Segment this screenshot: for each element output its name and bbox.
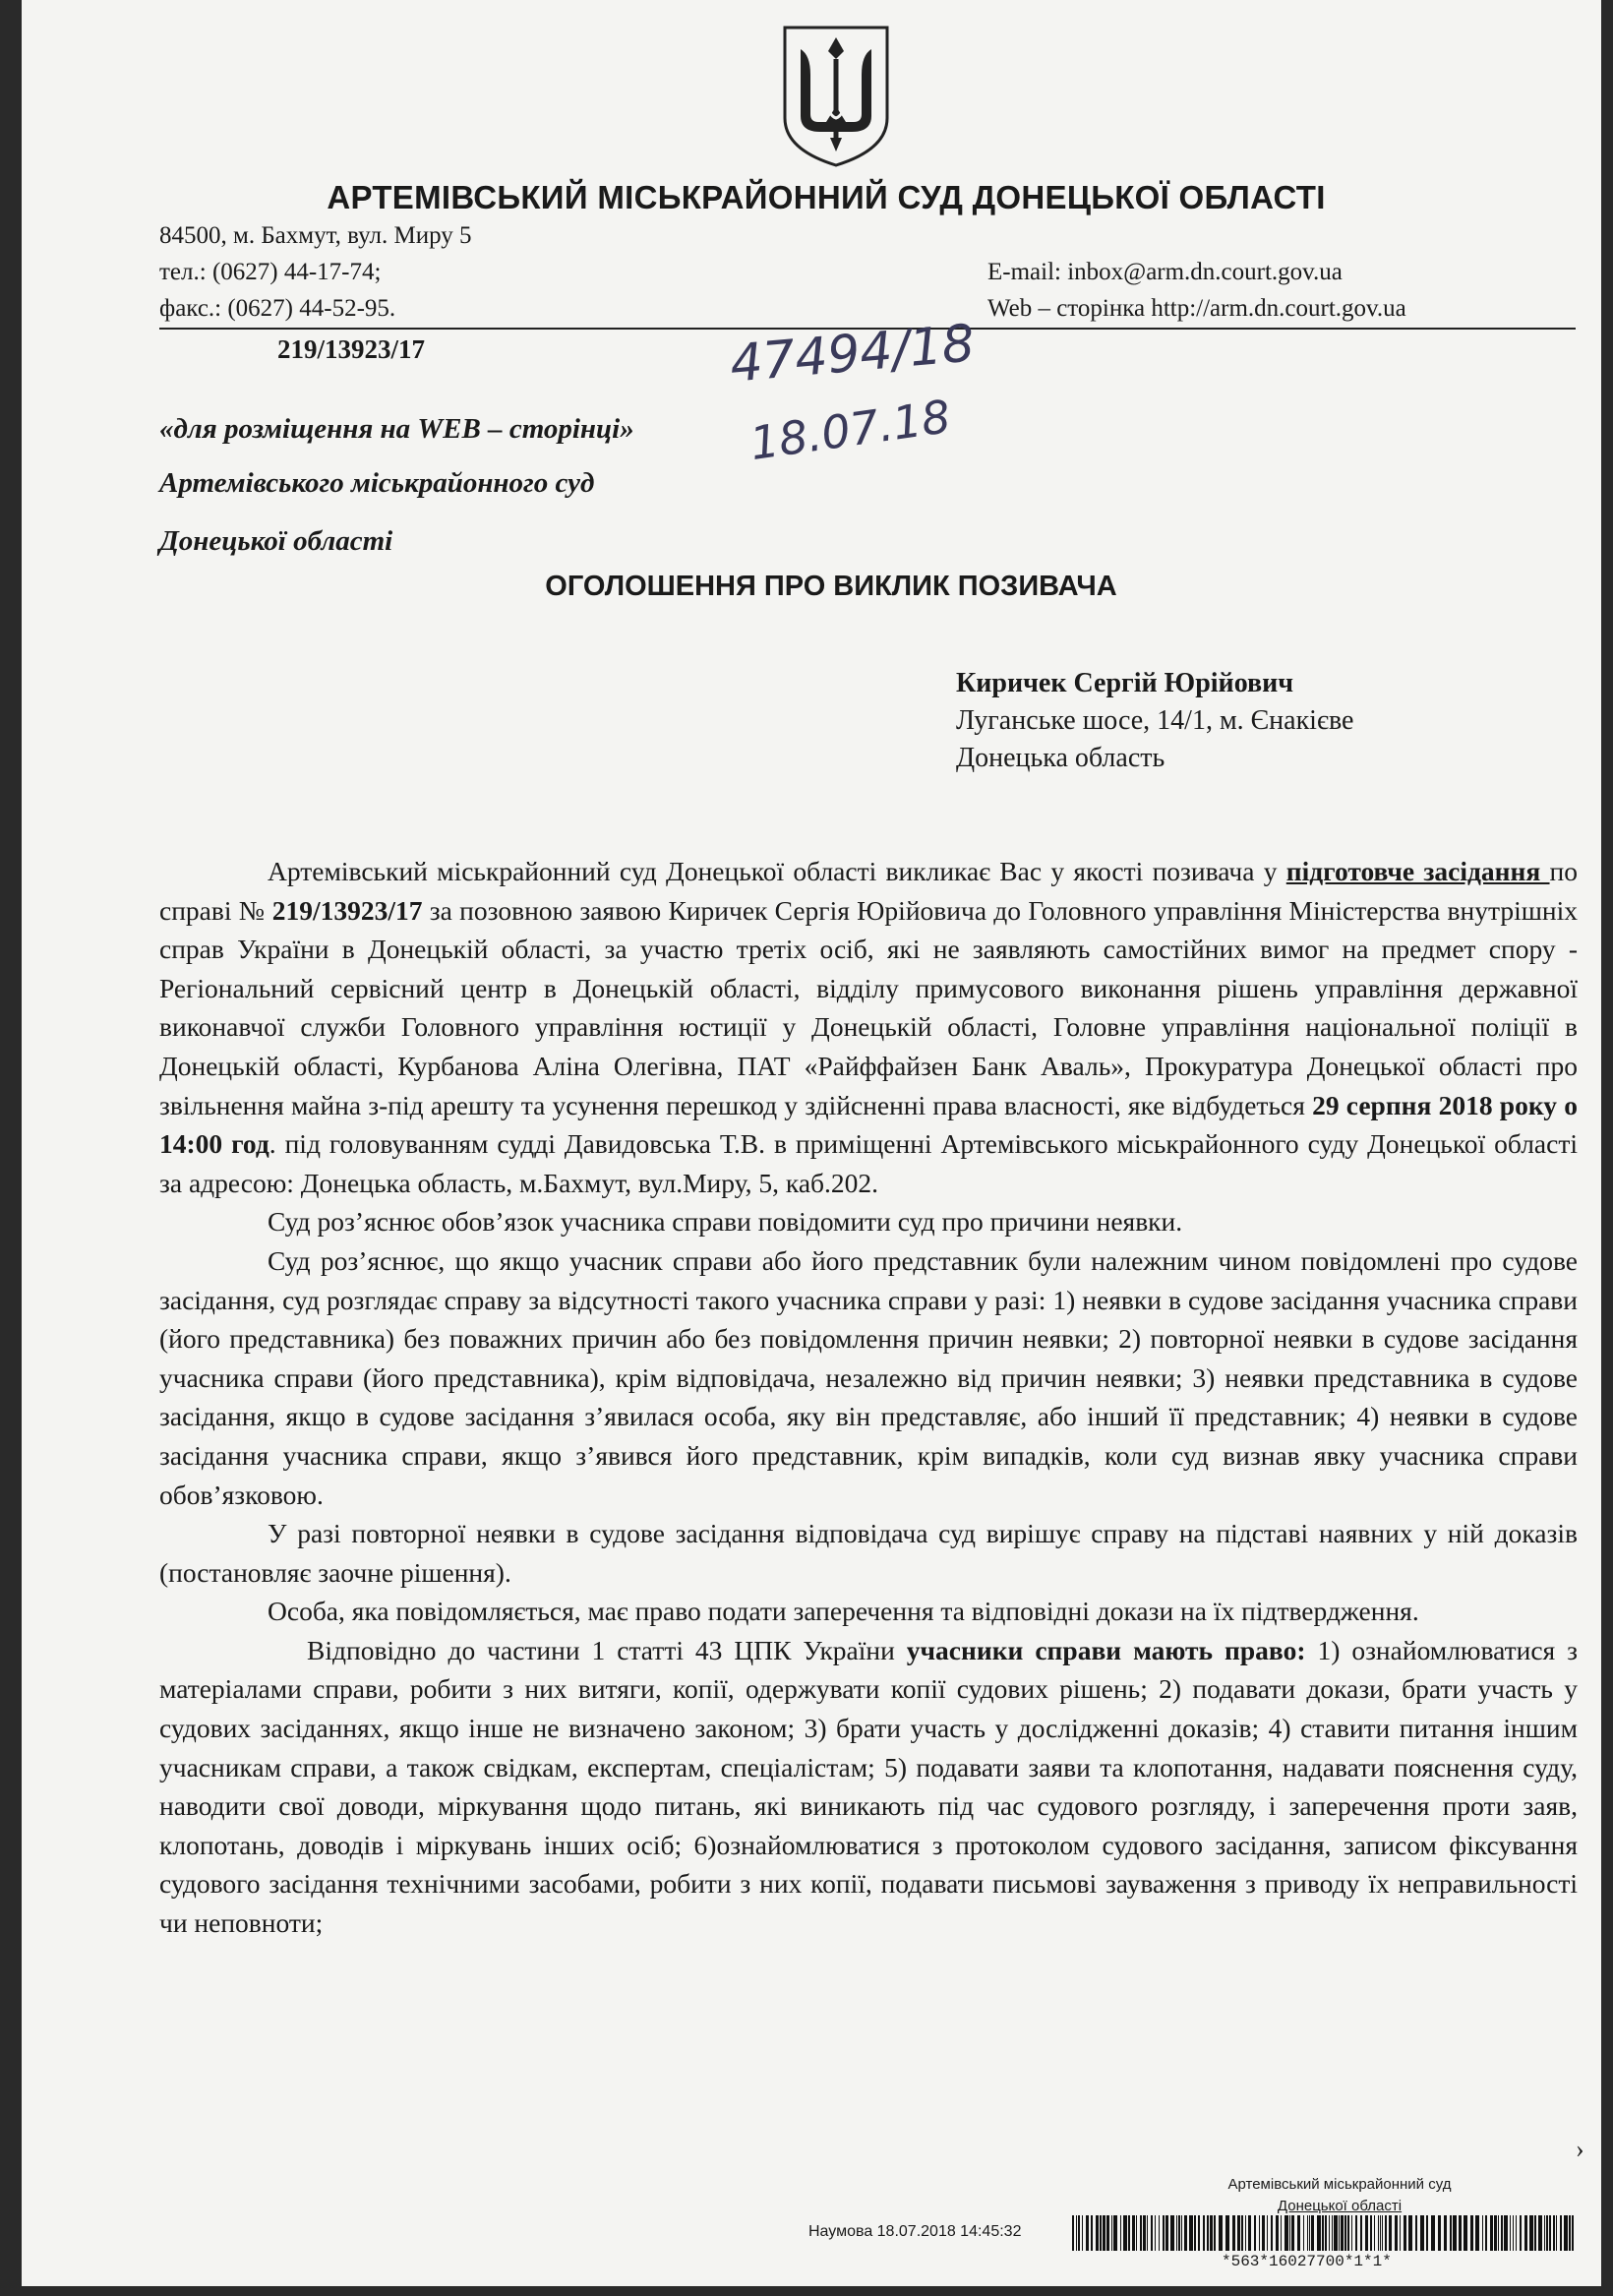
trident-emblem-icon xyxy=(777,22,895,169)
summons-text-end: . під головуванням судді Давидовська Т.В. в приміщенні Артемівського міськрайонного суду Донецької області за адресою: Донецька область, м.Бахмут, вул.Миру, 5, каб.202. xyxy=(159,1128,1578,1198)
stamp-court-region: Донецької області xyxy=(1277,2198,1403,2214)
placement-note: «для розміщення на WEB – сторінці» xyxy=(159,413,634,445)
case-number: 219/13923/17 xyxy=(271,894,423,926)
summons-paragraph xyxy=(159,852,1578,1202)
document-page xyxy=(22,0,1601,2286)
absence-rules-paragraph: Суд роз’яснює, що якщо учасник справи або його представник були належним чином повідомлені про судове засідання, суд розглядає справу за відсутності такого учасника справи у разі: 1) неявки в судове засідання учасника справи (його представника) без поважних причин або без повідомлення причин неявки; 2) повторної неявки в судове засідання учасника справи (його представника), крім відповідача, незалежно від причин неявки; 3) неявки представника в судове засідання, якщо в судове засідання з’явилася особа, яку він представляє, або інший її представник; 4) неявки в судове засідання учасника справи, якщо з’явився його представник, крім випадків, коли суд визнав явку учасника справи обов’язковою. xyxy=(159,1244,1578,1510)
handwritten-registration-number: 47494/18 xyxy=(727,314,978,394)
barcode-icon xyxy=(1072,2215,1574,2251)
court-fax: факс.: (0627) 44-52-95. xyxy=(159,295,396,322)
handwritten-registration-date: 18.07.18 xyxy=(747,390,954,470)
court-website: Web – сторінка http://arm.dn.court.gov.ua xyxy=(987,295,1406,322)
summons-case-label: по справі № xyxy=(159,856,1578,926)
stamp-court-name: Артемівський міськрайонний суд xyxy=(1227,2176,1452,2193)
placement-region-line: Донецької області xyxy=(159,525,393,557)
rights-intro: Відповідно до частини 1 статті 43 ЦПК України xyxy=(307,1634,907,1665)
placement-court-line: Артемівського міськрайонного суд xyxy=(159,467,595,499)
absence-notice-paragraph: Суд роз’яснює обов’язок учасника справи повідомити суд про причини неявки. xyxy=(268,1206,1183,1238)
hearing-type: підготовче засідання xyxy=(1285,856,1550,886)
summons-text-middle: за позовною заявою Киричек Сергія Юрійовича до Головного управління Міністерства внутрішніх справ України в Донецькій області, за участю третіх осіб, які не заявляють самостійних вимог на предмет спору - Регіональний сервісний центр в Донецькій області, відділу примусового виконання рішень управління державної виконавчої служби Головного управління юстиції у Донецькій області, Головне управління національної поліції в Донецькій області, Курбанова Аліна Олегівна, ПАТ «Райффайзен Банк Аваль», Прокуратура Донецької області про звільнення майна з-під арешту та усунення перешкод у здійсненні права власності, яке відбудеться xyxy=(159,894,1578,1120)
continuation-mark: › xyxy=(1576,2135,1584,2163)
default-judgment-paragraph: У разі повторної неявки в судове засідання відповідача суд вирішує справу на підставі наявних у ній доказів (постановляє заочне рішення). xyxy=(159,1518,1578,1588)
registration-stamp-court xyxy=(1163,2174,1517,2217)
document-body xyxy=(159,852,1578,1943)
court-address: 84500, м. Бахмут, вул. Миру 5 xyxy=(159,222,472,249)
barcode-number: *563*16027700*1*1* xyxy=(1222,2253,1392,2270)
court-phone: тел.: (0627) 44-17-74; xyxy=(159,259,382,285)
registration-stamp-user: Наумова 18.07.2018 14:45:32 xyxy=(808,2223,1022,2240)
document-title: ОГОЛОШЕННЯ ПРО ВИКЛИК ПОЗИВАЧА xyxy=(545,571,1117,602)
hearing-date: 29 серпня 2018 року о 14:00 год xyxy=(159,1089,1579,1160)
court-email: E-mail: inbox@arm.dn.court.gov.ua xyxy=(987,259,1343,285)
recipient-address-street: Луганське шосе, 14/1, м. Єнакієве xyxy=(956,705,1354,736)
rights-heading: учасники справи мають право: xyxy=(906,1634,1306,1665)
objection-right-paragraph: Особа, яка повідомляється, має право подати заперечення та відповідні докази на їх підтвердження. xyxy=(268,1596,1419,1627)
rights-list: 1) ознайомлюватися з матеріалами справи, робити з них витяги, копії, одержувати копії судових рішень; 2) подавати докази, брати участь у судових засіданнях, якщо інше не визначено законом; 3) брати участь у дослідженні доказів; 4) ставити питання іншим учасникам справи, а також свідкам, експертам, спеціалістам; 5) подавати заяви та клопотання, надавати пояснення суду, наводити свої доводи, міркування щодо питань, які виникають під час судового розгляду, і заперечення проти заяв, клопотань, доводів і міркувань інших осіб; 6)ознайомлюватися з протоколом судового засідання, записом фіксування судового засідання технічними засобами, робити з них копії, подавати письмові зауваження з приводу їх неправильності чи неповноти; xyxy=(159,1634,1578,1939)
case-number-header: 219/13923/17 xyxy=(277,334,426,364)
recipient-address-region: Донецька область xyxy=(956,743,1165,773)
recipient-name: Киричек Сергій Юрійович xyxy=(956,668,1294,698)
summons-text-start: Артемівський міськрайонний суд Донецької області викликає Вас у якості позивача у xyxy=(268,856,1286,886)
recipient-block xyxy=(956,665,1353,777)
court-name: АРТЕМІВСЬКИЙ МІСЬКРАЙОННИЙ СУД ДОНЕЦЬКОЇ ОБЛАСТІ xyxy=(327,179,1326,215)
participant-rights-paragraph xyxy=(159,1631,1578,1943)
